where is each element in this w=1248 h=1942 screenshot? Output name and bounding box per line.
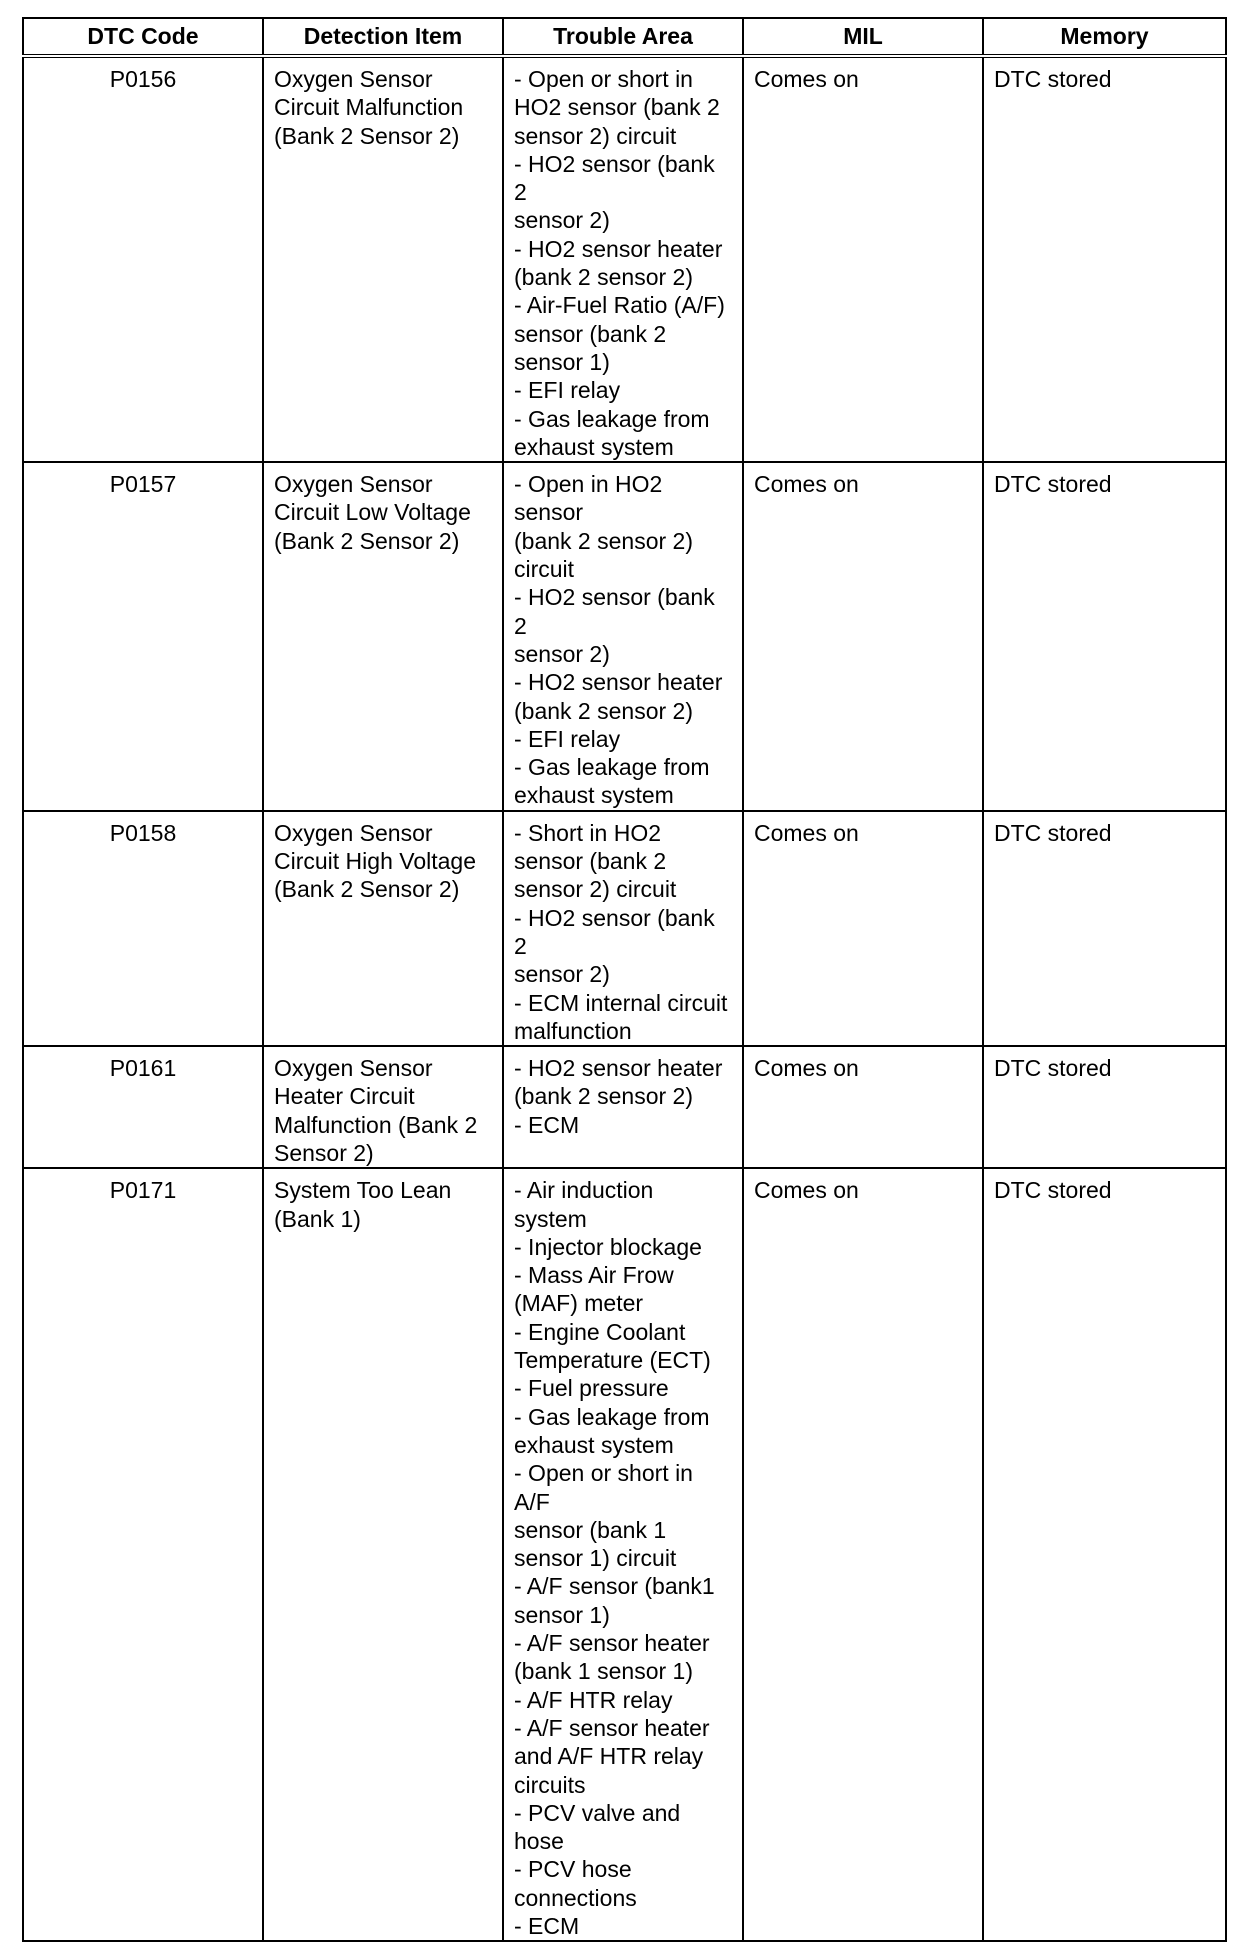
detection-item-cell: Oxygen Sensor Heater Circuit Malfunction (Bank 2 Sensor 2) <box>263 1046 503 1168</box>
memory-cell: DTC stored <box>983 462 1226 811</box>
trouble-area-item: - HO2 sensor (bank 2 sensor 2) <box>514 904 715 988</box>
trouble-area-item: - Air-Fuel Ratio (A/F) sensor (bank 2 sensor 1) <box>514 292 725 375</box>
memory-cell: DTC stored <box>983 56 1226 462</box>
trouble-area-item: - HO2 sensor heater (bank 2 sensor 2) <box>514 235 723 291</box>
trouble-area-item: - HO2 sensor (bank 2 sensor 2) <box>514 150 715 234</box>
trouble-area-item: - PCV hose connections <box>514 1856 637 1911</box>
detection-item-cell: Oxygen Sensor Circuit Malfunction (Bank 2 Sensor 2) <box>263 56 503 462</box>
trouble-area-item: - Air induction system <box>514 1177 654 1232</box>
table-row <box>23 1046 1226 1168</box>
trouble-area-item: - Open or short in HO2 sensor (bank 2 sensor 2) circuit <box>514 66 720 149</box>
detection-item-cell: System Too Lean (Bank 1) <box>263 1168 503 1941</box>
trouble-area-item: - EFI relay <box>514 377 621 404</box>
header-row <box>23 18 1226 56</box>
memory-cell: DTC stored <box>983 811 1226 1046</box>
trouble-area-item: - Mass Air Frow (MAF) meter <box>514 1262 674 1317</box>
header-memory: Memory <box>983 18 1226 56</box>
trouble-area-item: - Open in HO2 sensor (bank 2 sensor 2) circuit <box>514 471 693 583</box>
trouble-area-item: - HO2 sensor (bank 2 sensor 2) <box>514 584 715 667</box>
mil-cell: Comes on <box>743 462 983 811</box>
memory-cell: DTC stored <box>983 1046 1226 1168</box>
table-row <box>23 811 1226 1046</box>
trouble-area-item: - A/F HTR relay <box>514 1686 673 1713</box>
trouble-area-item: - Gas leakage from exhaust system <box>514 754 710 809</box>
trouble-area-cell <box>503 1046 743 1168</box>
detection-item-cell: Oxygen Sensor Circuit Low Voltage (Bank 2 Sensor 2) <box>263 462 503 811</box>
dtc-code-cell: P0158 <box>23 811 263 1046</box>
trouble-area-cell <box>503 56 743 462</box>
header-mil: MIL <box>743 18 983 56</box>
trouble-area-item: - A/F sensor heater (bank 1 sensor 1) <box>514 1630 710 1685</box>
trouble-area-item: - Open or short in A/F sensor (bank 1 sensor 1) circuit <box>514 1460 693 1572</box>
dtc-code-cell: P0156 <box>23 56 263 462</box>
dtc-code-cell: P0157 <box>23 462 263 811</box>
table-row <box>23 1168 1226 1941</box>
trouble-area-item: - Engine Coolant Temperature (ECT) <box>514 1318 711 1374</box>
trouble-area-item: - Fuel pressure <box>514 1375 669 1402</box>
mil-cell: Comes on <box>743 56 983 462</box>
trouble-area-item: - Gas leakage from exhaust system <box>514 405 710 460</box>
trouble-area-item: - HO2 sensor heater (bank 2 sensor 2) <box>514 1055 723 1110</box>
detection-item-cell: Oxygen Sensor Circuit High Voltage (Bank 2 Sensor 2) <box>263 811 503 1046</box>
table-row <box>23 56 1226 462</box>
trouble-area-item: - Injector blockage <box>514 1233 702 1260</box>
trouble-area-item: - ECM internal circuit malfunction <box>514 989 728 1044</box>
trouble-area-item: - PCV valve and hose <box>514 1799 681 1855</box>
mil-cell: Comes on <box>743 811 983 1046</box>
header-dtc-code: DTC Code <box>23 18 263 56</box>
dtc-code-cell: P0171 <box>23 1168 263 1941</box>
mil-cell: Comes on <box>743 1168 983 1941</box>
trouble-area-item: - ECM <box>514 1913 580 1939</box>
dtc-code-cell: P0161 <box>23 1046 263 1168</box>
trouble-area-cell <box>503 462 743 811</box>
mil-cell: Comes on <box>743 1046 983 1168</box>
trouble-area-item: - Short in HO2 sensor (bank 2 sensor 2) circuit <box>514 819 677 903</box>
trouble-area-cell <box>503 1168 743 1941</box>
trouble-area-item: - A/F sensor heater and A/F HTR relay circuits <box>514 1714 710 1798</box>
trouble-area-item: - Gas leakage from exhaust system <box>514 1403 710 1458</box>
trouble-area-cell <box>503 811 743 1046</box>
dtc-table <box>22 17 1227 1942</box>
trouble-area-item: - EFI relay <box>514 725 621 752</box>
trouble-area-item: - ECM <box>514 1111 580 1138</box>
trouble-area-item: - HO2 sensor heater (bank 2 sensor 2) <box>514 669 723 724</box>
trouble-area-item: - A/F sensor (bank1 sensor 1) <box>514 1573 715 1628</box>
table-row <box>23 462 1226 811</box>
table-header <box>23 18 1226 56</box>
header-trouble-area: Trouble Area <box>503 18 743 56</box>
memory-cell: DTC stored <box>983 1168 1226 1941</box>
header-detection-item: Detection Item <box>263 18 503 56</box>
table-body <box>23 56 1226 1941</box>
